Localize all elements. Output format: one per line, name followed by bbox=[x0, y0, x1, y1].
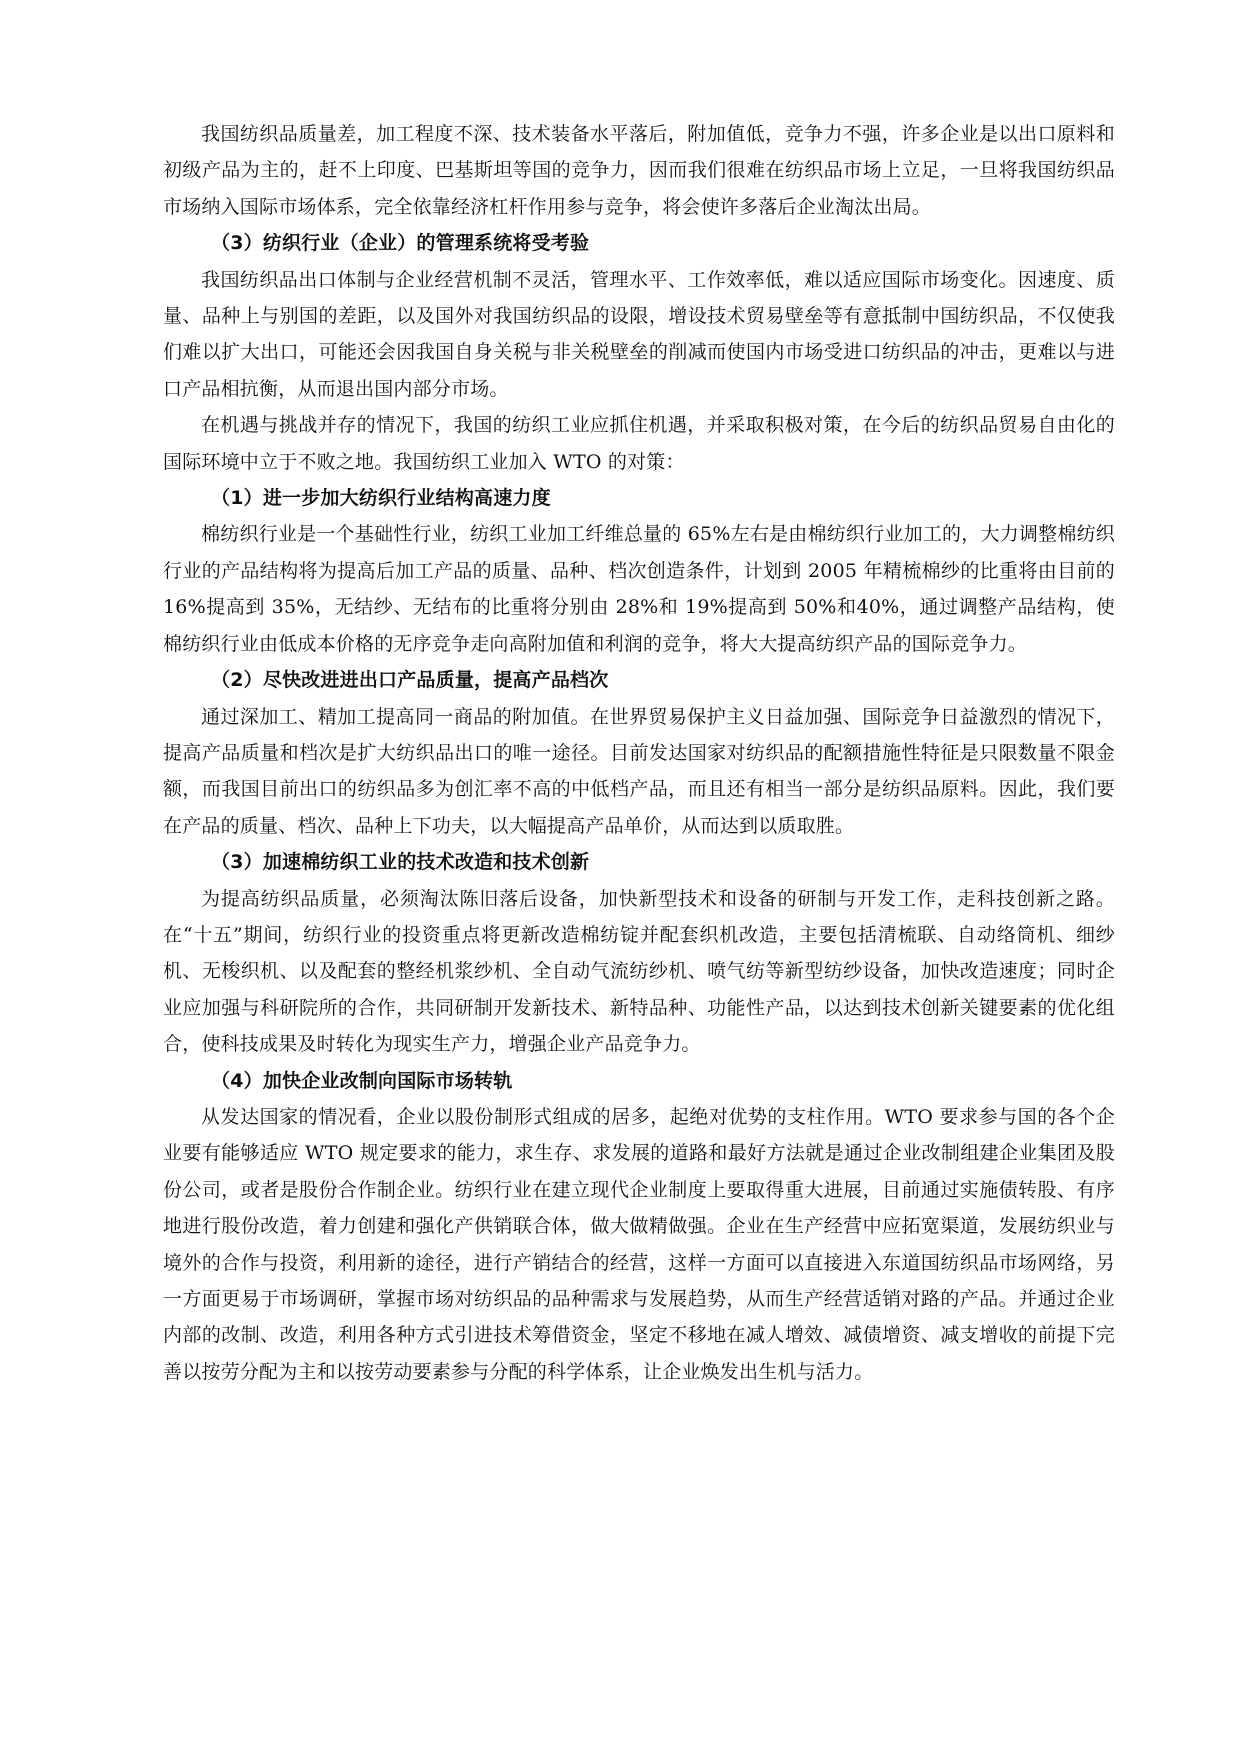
paragraph-quality: 我国纺织品质量差，加工程度不深、技术装备水平落后，附加值低，竞争力不强，许多企业是以出口原料和初级产品为主的，赶不上印度、巴基斯坦等国的竞争力，因而我们很难在纺织品市场上立足，一旦将我国纺织品市场纳入国际市场体系，完全依靠经济杠杆作用参与竞争，将会使许多落后企业淘汰出局。 bbox=[163, 123, 1115, 218]
heading-structure-adjustment: （1）进一步加大纺织行业结构高速力度 bbox=[211, 487, 551, 510]
paragraph-deep-processing: 通过深加工、精加工提高同一商品的附加值。在世界贸易保护主义日益加强、国际竞争日益激烈的情况下，提高产品质量和档次是扩大纺织品出口的唯一途径。目前发达国家对纺织品的配额措施性特征是只限数量不限金额，而我国目前出口的纺织品多为创汇率不高的中低档产品，而且还有相当一部分是纺织品原料。因此，我们要在产品的质量、档次、品种上下功夫，以大幅提高产品单价，从而达到以质取胜。 bbox=[163, 705, 1115, 837]
heading-product-quality: （2）尽快改进进出口产品质量，提高产品档次 bbox=[211, 669, 609, 692]
heading-technical-innovation: （3）加速棉纺织工业的技术改造和技术创新 bbox=[211, 851, 590, 874]
paragraph-opportunity: 在机遇与挑战并存的情况下，我国的纺织工业应抓住机遇，并采取积极对策，在今后的纺织品贸易自由化的国际环境中立于不败之地。我国纺织工业加入 WTO 的对策： bbox=[163, 414, 1115, 473]
paragraph-cotton-industry: 棉纺织行业是一个基础性行业，纺织工业加工纤维总量的 65%左右是由棉纺织行业加工的，大力调整棉纺织行业的产品结构将为提高后加工产品的质量、品种、档次创造条件，计划到 2005 年精梳棉纱的比重将由目前的 16%提高到 35%，无结纱、无结布的比重将分别由 28%和 19%提高到 50%和40%，通过调整产品结构，使棉纺织行业由低成本价格的无序竞争走向高附加值和利润的竞争，将大大提高纺织产品的国际竞争力。 bbox=[163, 523, 1115, 655]
heading-management-test: （3）纺织行业（企业）的管理系统将受考验 bbox=[211, 232, 590, 255]
heading-enterprise-reform: （4）加快企业改制向国际市场转轨 bbox=[211, 1069, 513, 1092]
document-page bbox=[163, 116, 1115, 1390]
paragraph-shareholding: 从发达国家的情况看，企业以股份制形式组成的居多，起绝对优势的支柱作用。WTO 要求参与国的各个企业要有能够适应 WTO 规定要求的能力，求生存、求发展的道路和最好方法就是通过企业改制组建企业集团及股份公司，或者是股份合作制企业。纺织行业在建立现代企业制度上要取得重大进展，目前通过实施债转股、有序地进行股份改造，着力创建和强化产供销联合体，做大做精做强。企业在生产经营中应拓宽渠道，发展纺织业与境外的合作与投资，利用新的途径，进行产销结合的经营，这样一方面可以直接进入东道国纺织品市场网络，另一方面更易于市场调研，掌握市场对纺织品的品种需求与发展趋势，从而生产经营适销对路的产品。并通过企业内部的改制、改造，利用各种方式引进技术筹借资金，坚定不移地在减人增效、减债增资、减支增收的前提下完善以按劳分配为主和以按劳动要素参与分配的科学体系，让企业焕发出生机与活力。 bbox=[163, 1105, 1115, 1383]
paragraph-equipment-upgrade: 为提高纺织品质量，必须淘汰陈旧落后设备，加快新型技术和设备的研制与开发工作，走科技创新之路。在“十五”期间，纺织行业的投资重点将更新改造棉纺锭并配套织机改造，主要包括清梳联、自动络筒机、细纱机、无梭织机、以及配套的整经机浆纱机、全自动气流纺纱机、喷气纺等新型纺纱设备，加快改造速度；同时企业应加强与科研院所的合作，共同研制开发新技术、新特品种、功能性产品，以达到技术创新关键要素的优化组合，使科技成果及时转化为现实生产力，增强企业产品竞争力。 bbox=[163, 887, 1115, 1056]
paragraph-export-system: 我国纺织品出口体制与企业经营机制不灵活，管理水平、工作效率低，难以适应国际市场变化。因速度、质量、品种上与别国的差距，以及国外对我国纺织品的设限，增设技术贸易壁垒等有意抵制中国纺织品，不仅使我们难以扩大出口，可能还会因我国自身关税与非关税壁垒的削减而使国内市场受进口纺织品的冲击，更难以与进口产品相抗衡，从而退出国内部分市场。 bbox=[163, 268, 1115, 400]
